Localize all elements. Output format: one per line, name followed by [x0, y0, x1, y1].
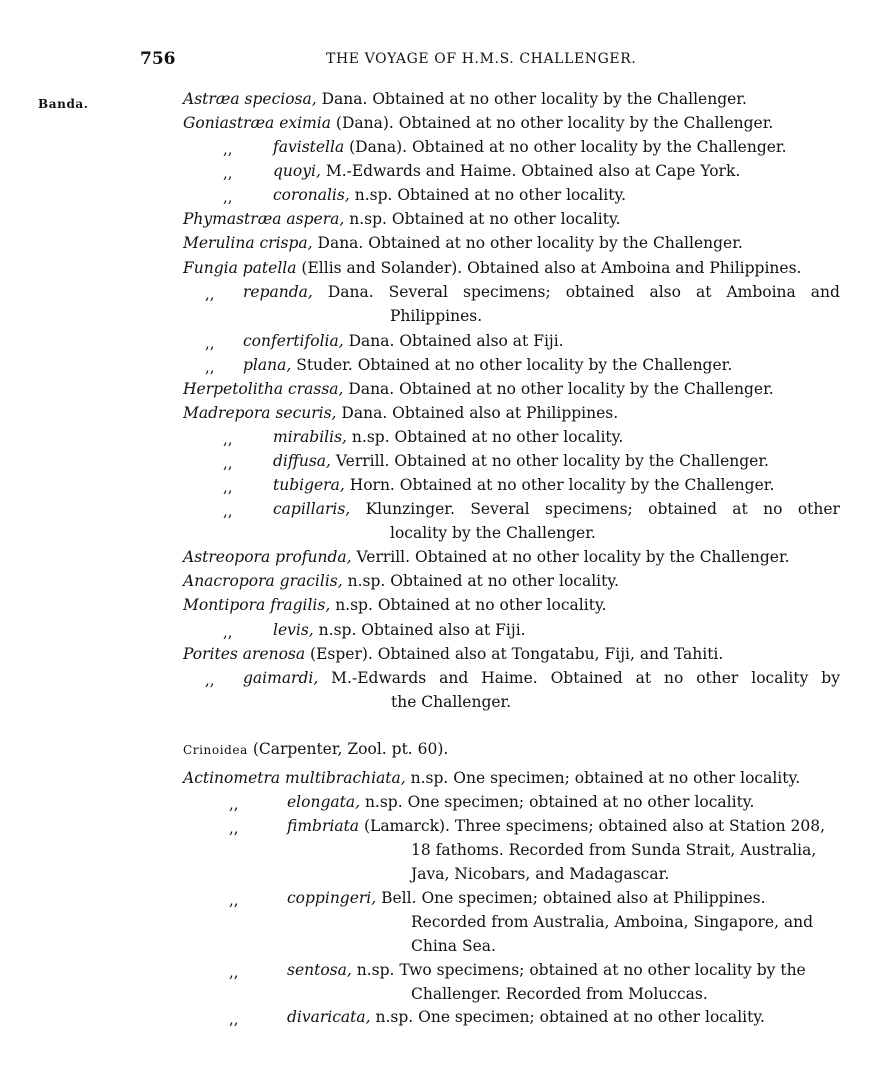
species-name: Herpetolitha crassa, [183, 380, 344, 398]
species-entry [273, 137, 787, 157]
entry-word: Dana. [327, 283, 374, 301]
entry-text: (Dana). Obtained at no other locality by the Challenger. [344, 138, 787, 156]
entry-continuation: Philippines. [390, 307, 483, 325]
entry-word: other [696, 669, 739, 687]
entry-continuation: Java, Nicobars, and Madagascar. [411, 865, 670, 883]
entry-text: Horn. Obtained at no other locality by the Challenger. [344, 476, 775, 494]
species-name: Anacropora gracilis, [183, 572, 343, 590]
species-entry [243, 331, 564, 351]
entry-text: n.sp. Two specimens; obtained at no other locality by the [351, 961, 806, 979]
entry-text: M.-Edwards and Haime. Obtained also at Cape York. [320, 162, 741, 180]
species-name: coronalis, [273, 186, 350, 204]
entry-word: Several [470, 500, 530, 518]
species-entry [183, 571, 619, 591]
species-name: confertifolia, [243, 332, 344, 350]
species-entry [287, 792, 754, 812]
ditto-mark: ,, [205, 285, 215, 303]
species-entry [183, 113, 773, 133]
ditto-mark: ,, [223, 188, 233, 206]
ditto-mark: ,, [223, 140, 233, 158]
species-entry [287, 816, 825, 836]
species-name: Actinometra multibrachiata, [183, 769, 406, 787]
ditto-mark: ,, [205, 358, 215, 376]
species-name: diffusa, [273, 452, 331, 470]
entry-text: Verrill. Obtained at no other locality by the Challenger. [330, 452, 769, 470]
entry-word: and [810, 283, 840, 301]
species-name: capillaris, [273, 500, 351, 518]
entry-text: Dana. Obtained at no other locality by the Challenger. [316, 90, 747, 108]
species-entry [273, 620, 526, 640]
entry-continuation: Recorded from Australia, Amboina, Singapore, and [411, 913, 814, 931]
species-name: Montipora fragilis, [183, 596, 331, 614]
entry-text: Verrill. Obtained at no other locality by the Challenger. [351, 548, 790, 566]
species-entry [183, 258, 801, 278]
species-entry [287, 888, 766, 908]
entry-word: also [649, 283, 681, 301]
section-heading-title: Crinoidea [183, 743, 248, 757]
entry-word: and [439, 669, 469, 687]
species-name: divaricata, [287, 1008, 371, 1026]
species-entry [183, 768, 800, 788]
species-entry [243, 355, 732, 375]
entry-text: Dana. Obtained also at Philippines. [336, 404, 619, 422]
entry-text: Bell. One specimen; obtained also at Philippines. [376, 889, 766, 907]
species-name: quoyi, [273, 162, 321, 180]
page-number: 756 [140, 49, 176, 69]
entry-word: Klunzinger. [365, 500, 455, 518]
ditto-mark: ,, [229, 795, 239, 813]
entry-word: Several [388, 283, 448, 301]
species-entry [273, 185, 626, 205]
entry-text: (Dana). Obtained at no other locality by the Challenger. [331, 114, 774, 132]
entry-text: Dana. Obtained at no other locality by the Challenger. [312, 234, 743, 252]
entry-word: M.-Edwards [331, 669, 427, 687]
species-name: elongata, [287, 793, 361, 811]
entry-text: n.sp. Obtained at no other locality. [330, 596, 607, 614]
entry-continuation: locality by the Challenger. [390, 524, 596, 542]
entry-text: n.sp. One specimen; obtained at no other locality. [360, 793, 755, 811]
species-entry [243, 668, 840, 688]
species-entry [287, 1007, 765, 1027]
entry-word: specimens; [463, 283, 551, 301]
entry-word: Haime. [481, 669, 538, 687]
entry-text: Dana. Obtained at no other locality by the Challenger. [343, 380, 774, 398]
ditto-mark: ,, [205, 334, 215, 352]
species-entry [183, 644, 723, 664]
entry-text: n.sp. One specimen; obtained at no other locality. [405, 769, 801, 787]
entry-text: n.sp. One specimen; obtained at no other locality. [370, 1008, 765, 1026]
section-heading-reference: (Carpenter, Zool. pt. 60). [247, 740, 449, 758]
entry-continuation: China Sea. [411, 937, 496, 955]
species-name: tubigera, [273, 476, 345, 494]
entry-word: obtained [648, 500, 717, 518]
species-entry [183, 595, 607, 615]
entry-text: (Ellis and Solander). Obtained also at Amboina and Philippines. [296, 259, 802, 277]
species-entry [273, 427, 623, 447]
species-name: coppingeri, [287, 889, 377, 907]
entry-word: Obtained [550, 669, 623, 687]
species-entry [183, 379, 774, 399]
species-name: Phymastræa aspera, [183, 210, 345, 228]
entry-text: (Lamarck). Three specimens; obtained also at Station 208, [359, 817, 826, 835]
entry-continuation: the Challenger. [391, 693, 512, 711]
species-name: levis, [273, 621, 314, 639]
entry-text: n.sp. Obtained at no other locality. [346, 428, 624, 446]
species-name: sentosa, [287, 961, 352, 979]
ditto-mark: ,, [223, 623, 233, 641]
entry-word: locality [751, 669, 809, 687]
species-name: repanda, [243, 283, 313, 301]
ditto-mark: ,, [223, 430, 233, 448]
species-entry [183, 547, 790, 567]
running-title: THE VOYAGE OF H.M.S. CHALLENGER. [326, 51, 637, 67]
ditto-mark: ,, [223, 502, 233, 520]
species-name: Porites arenosa [183, 645, 306, 663]
ditto-mark: ,, [223, 454, 233, 472]
entry-word: other [797, 500, 840, 518]
entry-text: (Esper). Obtained also at Tongatabu, Fiji, and Tahiti. [305, 645, 724, 663]
species-name: Astræa speciosa, [183, 90, 317, 108]
species-entry [183, 209, 621, 229]
species-name: plana, [243, 356, 292, 374]
ditto-mark: ,, [229, 891, 239, 909]
entry-word: no [763, 500, 783, 518]
species-name: Goniastræa eximia [183, 114, 331, 132]
ditto-mark: ,, [229, 819, 239, 837]
margin-label-locality: Banda. [38, 97, 89, 111]
species-entry [183, 89, 747, 109]
species-name: Madrepora securis, [183, 404, 337, 422]
section-heading [183, 739, 448, 760]
entry-word: by [821, 669, 840, 687]
species-name: mirabilis, [273, 428, 347, 446]
ditto-mark: ,, [229, 963, 239, 981]
entry-word: obtained [565, 283, 635, 301]
entry-text: Dana. Obtained also at Fiji. [343, 332, 564, 350]
entry-text: n.sp. Obtained at no other locality. [342, 572, 619, 590]
entry-word: no [664, 669, 684, 687]
entry-word: at [732, 500, 748, 518]
species-name: fimbriata [287, 817, 360, 835]
species-entry [273, 499, 840, 519]
species-name: gaimardi, [243, 669, 319, 687]
species-name: favistella [273, 138, 345, 156]
entry-word: specimens; [545, 500, 633, 518]
species-entry [287, 960, 806, 980]
species-entry [243, 282, 840, 302]
species-name: Fungia patella [183, 259, 297, 277]
species-entry [183, 233, 743, 253]
ditto-mark: ,, [223, 478, 233, 496]
entry-continuation: Challenger. Recorded from Moluccas. [411, 985, 708, 1003]
entry-word: Amboina [726, 283, 796, 301]
entry-text: n.sp. Obtained at no other locality. [344, 210, 621, 228]
species-entry [273, 161, 740, 181]
entry-text: Studer. Obtained at no other locality by the Challenger. [291, 356, 733, 374]
entry-continuation: 18 fathoms. Recorded from Sunda Strait, Australia, [411, 841, 817, 859]
species-entry [273, 451, 769, 471]
species-entry [273, 475, 774, 495]
ditto-mark: ,, [229, 1010, 239, 1028]
species-name: Astreopora profunda, [183, 548, 352, 566]
entry-word: at [635, 669, 652, 687]
ditto-mark: ,, [223, 164, 233, 182]
species-name: Merulina crispa, [183, 234, 313, 252]
entry-text: n.sp. Obtained at no other locality. [349, 186, 627, 204]
ditto-mark: ,, [205, 671, 215, 689]
entry-text: n.sp. Obtained also at Fiji. [313, 621, 526, 639]
entry-word: at [695, 283, 712, 301]
species-entry [183, 403, 618, 423]
